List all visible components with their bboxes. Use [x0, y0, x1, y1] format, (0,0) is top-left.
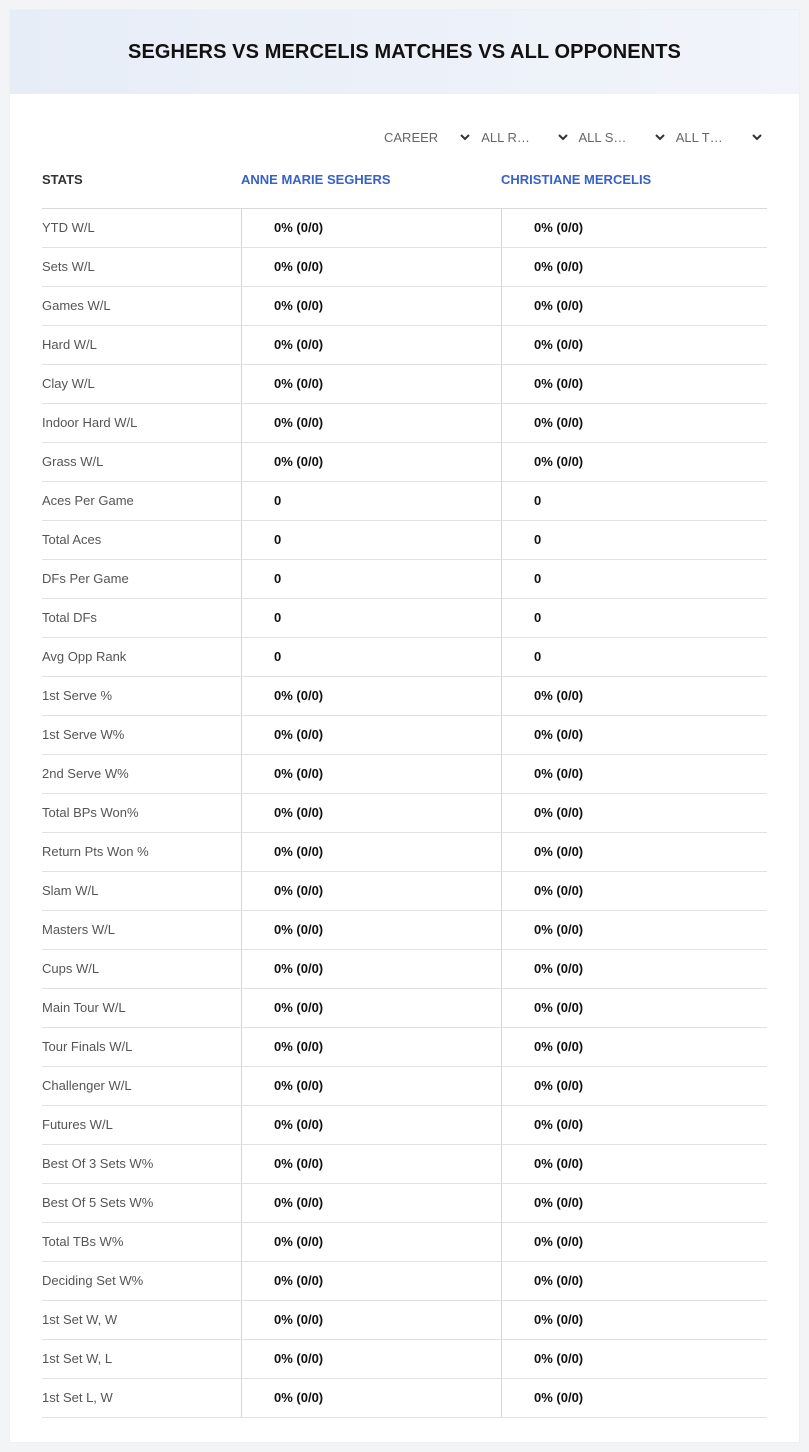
- player2-value: 0% (0/0): [534, 337, 584, 352]
- stat-label: Masters W/L: [42, 922, 115, 937]
- stat-label: Cups W/L: [42, 961, 100, 976]
- stats-column-header: STATS: [42, 172, 83, 187]
- table-row: [42, 248, 767, 287]
- player2-value: 0% (0/0): [534, 376, 584, 391]
- stat-label: Challenger W/L: [42, 1078, 132, 1093]
- player2-value: 0% (0/0): [534, 922, 584, 937]
- stat-label: Grass W/L: [42, 454, 104, 469]
- stat-label: Total Aces: [42, 532, 102, 547]
- stat-label: Futures W/L: [42, 1117, 113, 1132]
- player2-value: 0% (0/0): [534, 805, 584, 820]
- filter-label: ALL S…: [578, 129, 627, 145]
- player2-value: 0: [534, 649, 542, 664]
- table-row: [42, 326, 767, 365]
- table-row: [42, 989, 767, 1028]
- player1-value: 0% (0/0): [274, 883, 324, 898]
- player2-value: 0% (0/0): [534, 727, 584, 742]
- player2-value: 0% (0/0): [534, 766, 584, 781]
- player2-value: 0% (0/0): [534, 454, 584, 469]
- player1-value: 0% (0/0): [274, 1117, 324, 1132]
- player1-value: 0% (0/0): [274, 727, 324, 742]
- player2-value: 0% (0/0): [534, 883, 584, 898]
- player1-value: 0% (0/0): [274, 1156, 324, 1171]
- player2-value: 0% (0/0): [534, 220, 584, 235]
- filter-label: CAREER: [384, 129, 439, 145]
- table-row: [42, 404, 767, 443]
- player1-value: 0% (0/0): [274, 1390, 324, 1405]
- player1-value: 0: [274, 532, 282, 547]
- stat-label: Deciding Set W%: [42, 1273, 144, 1288]
- player1-value: 0% (0/0): [274, 337, 324, 352]
- player1-value: 0% (0/0): [274, 1195, 324, 1210]
- player2-value: 0% (0/0): [534, 1234, 584, 1249]
- page-title: SEGHERS VS MERCELIS MATCHES VS ALL OPPONENTS: [128, 40, 681, 63]
- player1-value: 0% (0/0): [274, 1000, 324, 1015]
- stat-label: Games W/L: [42, 298, 111, 313]
- stat-label: Aces Per Game: [42, 493, 134, 508]
- stat-label: Total BPs Won%: [42, 805, 139, 820]
- stat-label: Clay W/L: [42, 376, 95, 391]
- filter-period-select[interactable]: [380, 126, 477, 148]
- stat-label: Hard W/L: [42, 337, 97, 352]
- table-row: [42, 716, 767, 755]
- player1-value: 0% (0/0): [274, 688, 324, 703]
- stat-label: 1st Set L, W: [42, 1390, 113, 1405]
- player1-value: 0% (0/0): [274, 376, 324, 391]
- stats-table-body: [42, 209, 767, 1418]
- stat-label: Avg Opp Rank: [42, 649, 127, 664]
- player2-value: 0% (0/0): [534, 1156, 584, 1171]
- table-row: [42, 209, 767, 248]
- player1-value: 0: [274, 610, 282, 625]
- stat-label: Slam W/L: [42, 883, 99, 898]
- table-row: [42, 1184, 767, 1223]
- table-row: [42, 560, 767, 599]
- player1-value: 0% (0/0): [274, 766, 324, 781]
- player1-value: 0% (0/0): [274, 415, 324, 430]
- player1-value: 0% (0/0): [274, 1312, 324, 1327]
- player2-value: 0% (0/0): [534, 298, 584, 313]
- player1-value: 0% (0/0): [274, 1273, 324, 1288]
- player1-value: 0% (0/0): [274, 259, 324, 274]
- stat-label: Sets W/L: [42, 259, 95, 274]
- player1-value: 0% (0/0): [274, 961, 324, 976]
- table-row: [42, 638, 767, 677]
- table-row: [42, 911, 767, 950]
- player2-value: 0% (0/0): [534, 1195, 584, 1210]
- stat-label: Return Pts Won %: [42, 844, 149, 859]
- chevron-down-icon: [751, 131, 763, 143]
- player1-value: 0% (0/0): [274, 220, 324, 235]
- filter-tournament-select[interactable]: [672, 126, 769, 148]
- stat-label: 2nd Serve W%: [42, 766, 129, 781]
- player1-value: 0: [274, 649, 282, 664]
- player2-value: 0% (0/0): [534, 1273, 584, 1288]
- table-row: [42, 1028, 767, 1067]
- player1-value: 0% (0/0): [274, 844, 324, 859]
- player2-value: 0: [534, 532, 542, 547]
- table-row: [42, 872, 767, 911]
- player2-value: 0: [534, 571, 542, 586]
- stat-label: 1st Set W, L: [42, 1351, 113, 1366]
- player1-value: 0: [274, 571, 282, 586]
- stat-label: Total TBs W%: [42, 1234, 124, 1249]
- stat-label: 1st Set W, W: [42, 1312, 118, 1327]
- player1-value: 0% (0/0): [274, 1351, 324, 1366]
- player2-value: 0% (0/0): [534, 415, 584, 430]
- table-row: [42, 365, 767, 404]
- stat-label: 1st Serve %: [42, 688, 113, 703]
- player2-value: 0% (0/0): [534, 1000, 584, 1015]
- table-row: [42, 1106, 767, 1145]
- table-row: [42, 1145, 767, 1184]
- player1-value: 0% (0/0): [274, 805, 324, 820]
- filter-label: ALL R…: [481, 129, 530, 145]
- player2-value: 0% (0/0): [534, 259, 584, 274]
- stat-label: Main Tour W/L: [42, 1000, 126, 1015]
- card-header: [10, 10, 799, 94]
- table-row: [42, 287, 767, 326]
- player1-value: 0% (0/0): [274, 1078, 324, 1093]
- table-row: [42, 677, 767, 716]
- table-row: [42, 1340, 767, 1379]
- table-row: [42, 1262, 767, 1301]
- stats-card: [10, 10, 799, 1442]
- table-row: [42, 482, 767, 521]
- player2-value: 0% (0/0): [534, 1039, 584, 1054]
- player1-value: 0% (0/0): [274, 922, 324, 937]
- table-row: [42, 1379, 767, 1418]
- filter-label: ALL T…: [675, 129, 723, 145]
- player2-value: 0% (0/0): [534, 1390, 584, 1405]
- stat-label: Indoor Hard W/L: [42, 415, 138, 430]
- table-row: [42, 521, 767, 560]
- player2-link[interactable]: CHRISTIANE MERCELIS: [501, 172, 652, 187]
- table-row: [42, 1067, 767, 1106]
- player1-value: 0: [274, 493, 282, 508]
- table-row: [42, 755, 767, 794]
- table-row: [42, 950, 767, 989]
- player1-value: 0% (0/0): [274, 298, 324, 313]
- table-header: [42, 170, 767, 209]
- table-row: [42, 1223, 767, 1262]
- player2-value: 0% (0/0): [534, 1078, 584, 1093]
- table-row: [42, 833, 767, 872]
- player1-value: 0% (0/0): [274, 1234, 324, 1249]
- chevron-down-icon: [654, 131, 666, 143]
- stat-label: Best Of 5 Sets W%: [42, 1195, 154, 1210]
- table-row: [42, 599, 767, 638]
- stat-label: 1st Serve W%: [42, 727, 125, 742]
- stat-label: Tour Finals W/L: [42, 1039, 133, 1054]
- chevron-down-icon: [459, 131, 471, 143]
- player2-value: 0% (0/0): [534, 1312, 584, 1327]
- player2-value: 0% (0/0): [534, 1117, 584, 1132]
- stat-label: YTD W/L: [42, 220, 95, 235]
- player2-value: 0% (0/0): [534, 688, 584, 703]
- filter-round-select[interactable]: [477, 126, 574, 148]
- filter-surface-select[interactable]: [575, 126, 672, 148]
- player2-value: 0% (0/0): [534, 844, 584, 859]
- player1-value: 0% (0/0): [274, 454, 324, 469]
- chevron-down-icon: [557, 131, 569, 143]
- filter-bar: [380, 126, 769, 148]
- player2-value: 0: [534, 610, 542, 625]
- stat-label: Total DFs: [42, 610, 97, 625]
- player1-link[interactable]: ANNE MARIE SEGHERS: [241, 172, 391, 187]
- player2-value: 0% (0/0): [534, 961, 584, 976]
- player2-value: 0% (0/0): [534, 1351, 584, 1366]
- table-row: [42, 1301, 767, 1340]
- player2-value: 0: [534, 493, 542, 508]
- stat-label: DFs Per Game: [42, 571, 129, 586]
- table-row: [42, 443, 767, 482]
- table-row: [42, 794, 767, 833]
- stat-label: Best Of 3 Sets W%: [42, 1156, 154, 1171]
- player1-value: 0% (0/0): [274, 1039, 324, 1054]
